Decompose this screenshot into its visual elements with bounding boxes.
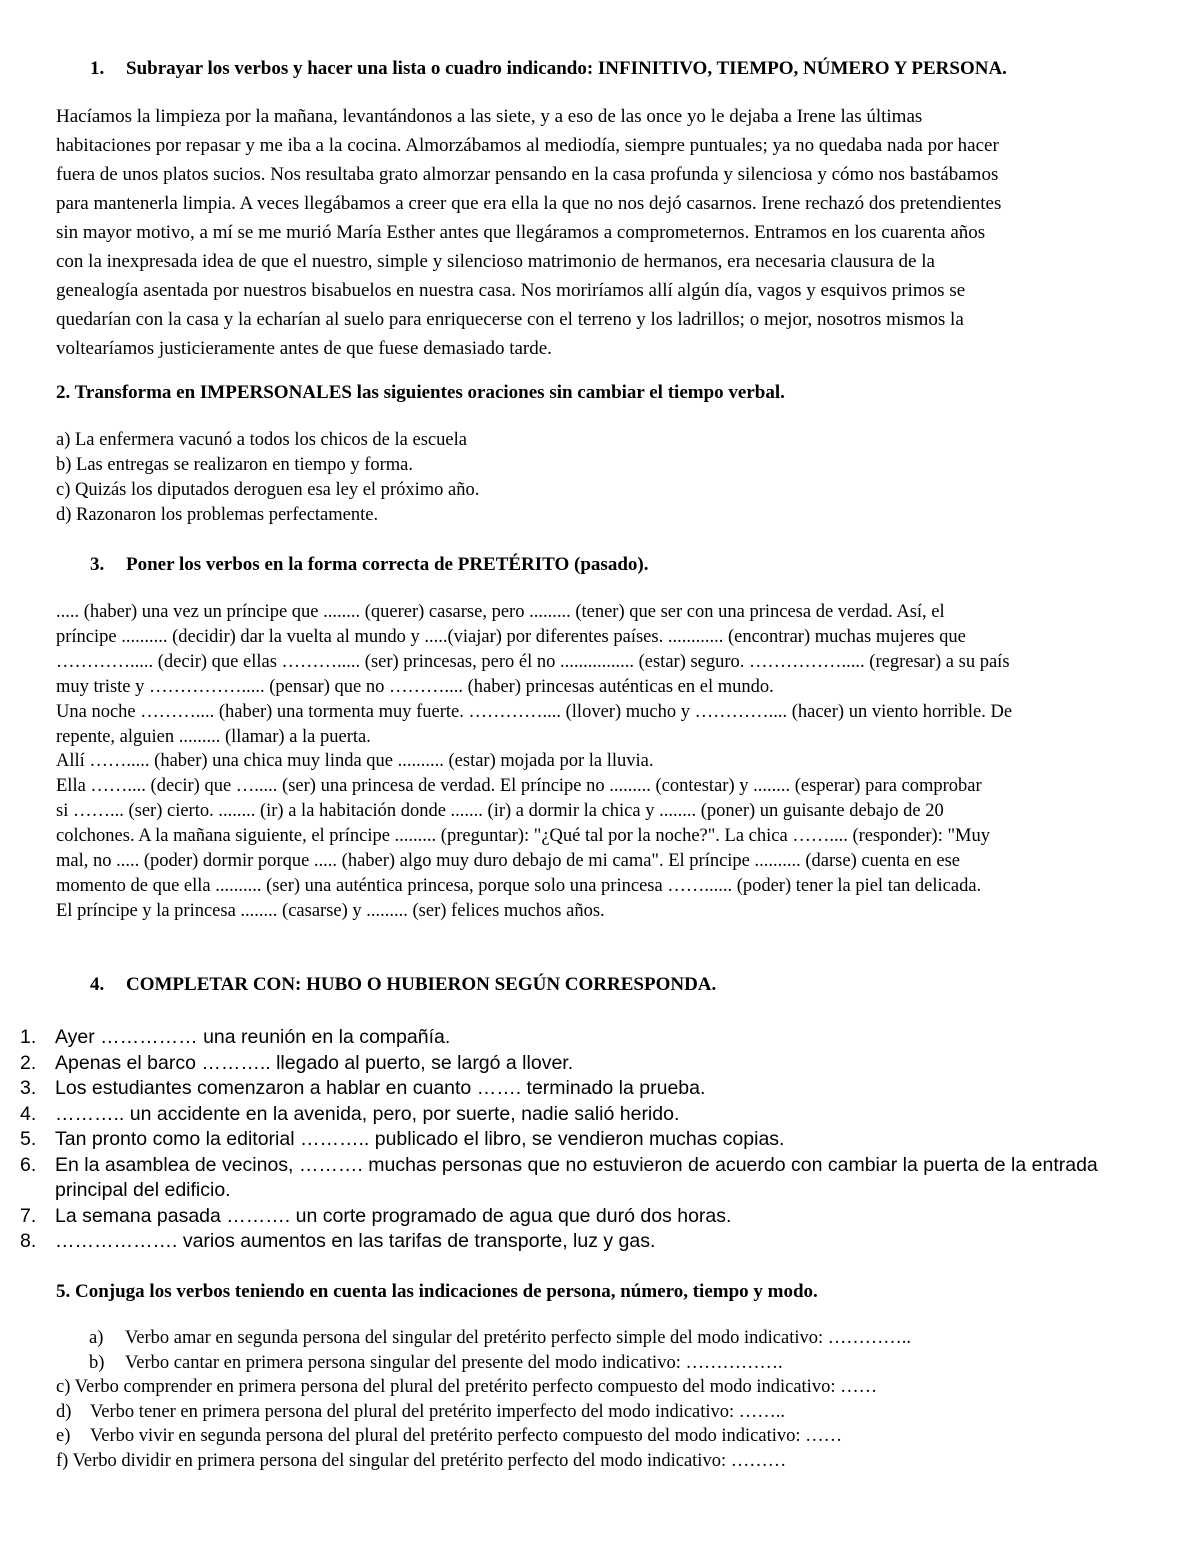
section4-number: 4. xyxy=(90,974,105,995)
list-item xyxy=(20,1102,1170,1128)
section1-paragraph xyxy=(56,102,1146,363)
paragraph-line: fuera de unos platos sucios. Nos resultaba grato almorzar pensando en la casa profunda y silenciosa y cómo nos bastábamos xyxy=(56,164,999,185)
paragraph-line: príncipe .......... (decidir) dar la vuelta al mundo y .....(viajar) por diferentes países. ............ (encontrar) muchas mujeres que xyxy=(56,626,966,647)
item-number: 8. xyxy=(20,1230,37,1252)
paragraph-line: si ……... (ser) cierto. ........ (ir) a la habitación donde ....... (ir) a dormir la chica y ........ (poner) un guisante debajo de 20 xyxy=(56,801,944,822)
list-item xyxy=(56,1449,911,1474)
item-text: Verbo comprender en primera persona del plural del pretérito perfecto compuesto del modo indicativo: …… xyxy=(74,1377,878,1397)
item-label: b) xyxy=(89,1352,105,1373)
list-item: c) Quizás los diputados deroguen esa ley el próximo año. xyxy=(56,480,480,500)
list-item xyxy=(20,1127,1170,1153)
paragraph-line: quedarían con la casa y la echarían al suelo para enriquecerse con el terreno y los ladrillos; o mejor, nosotros mismos la xyxy=(56,309,964,330)
item-text: Apenas el barco ……….. llegado al puerto, se largó a llover. xyxy=(55,1051,574,1074)
section3-paragraph xyxy=(56,600,1146,924)
item-number: 4. xyxy=(20,1102,37,1125)
paragraph-line: voltearíamos justicieramente antes de que fuese demasiado tarde. xyxy=(56,338,552,359)
section3-title: Poner los verbos en la forma correcta de PRETÉRITO (pasado). xyxy=(126,554,649,575)
list-item xyxy=(20,1229,1170,1255)
item-text: Tan pronto como la editorial ……….. publicado el libro, se vendieron muchas copias. xyxy=(55,1128,785,1150)
item-number: 2. xyxy=(20,1051,37,1074)
item-text: La semana pasada ………. un corte programado de agua que duró dos horas. xyxy=(55,1204,732,1227)
item-text: Verbo vivir en segunda persona del plural del pretérito perfecto compuesto del modo indicativo: …… xyxy=(90,1426,843,1446)
paragraph-line: con la inexpresada idea de que el nuestro, simple y silencioso matrimonio de hermanos, era necesaria clausura de la xyxy=(56,251,935,272)
section3-number: 3. xyxy=(90,554,105,575)
section4-title: COMPLETAR CON: HUBO O HUBIERON SEGÚN CORRESPONDA. xyxy=(126,974,717,995)
item-text: Verbo tener en primera persona del plural del pretérito imperfecto del modo indicativo: …….. xyxy=(90,1401,786,1422)
paragraph-line: mal, no ..... (poder) dormir porque ..... (haber) algo muy duro debajo de mi cama". El príncipe .......... (darse) cuenta en ese xyxy=(56,851,960,872)
paragraph-line: repente, alguien ......... (llamar) a la puerta. xyxy=(56,726,371,747)
item-number: 1. xyxy=(20,1026,37,1048)
paragraph-line: Allí ……..... (haber) una chica muy linda que .......... (estar) mojada por la lluvia. xyxy=(56,751,654,772)
list-item xyxy=(20,1051,1170,1077)
section4-heading xyxy=(90,974,716,996)
paragraph-line: momento de que ella .......... (ser) una auténtica princesa, porque solo una princesa ……...... (poder) tener la piel tan delicada. xyxy=(56,875,982,896)
paragraph-line: …………..... (decir) que ellas ………..... (ser) princesas, pero él no ................ (estar) seguro. ……………..... (regresar) a su país xyxy=(56,651,1010,672)
paragraph-line: Una noche ……….... (haber) una tormenta muy fuerte. ………….... (llover) mucho y ………….... (hacer) un viento horrible. De xyxy=(56,701,1013,722)
item-number: 5. xyxy=(20,1128,37,1150)
list-item: d) Razonaron los problemas perfectamente. xyxy=(56,505,379,525)
paragraph-line: El príncipe y la princesa ........ (casarse) y ......... (ser) felices muchos años. xyxy=(56,900,605,921)
item-text: ………………. varios aumentos en las tarifas de transporte, luz y gas. xyxy=(55,1230,656,1252)
item-label: e) xyxy=(56,1426,71,1446)
paragraph-line: muy triste y ……………..... (pensar) que no ……….... (haber) princesas auténticas en el mundo. xyxy=(56,676,774,697)
section2-title: 2. Transforma en IMPERSONALES las siguientes oraciones sin cambiar el tiempo verbal. xyxy=(56,382,785,403)
item-number: 7. xyxy=(20,1204,37,1227)
item-label: d) xyxy=(56,1401,72,1422)
list-item xyxy=(20,1076,1170,1102)
list-item xyxy=(56,1424,911,1449)
paragraph-line: habitaciones por repasar y me iba a la cocina. Almorzábamos al mediodía, siempre puntuales; ya no quedaba nada por hacer xyxy=(56,135,999,156)
list-item xyxy=(20,1153,1170,1204)
item-text: En la asamblea de vecinos, ………. muchas personas que no estuvieron de acuerdo con cambiar la puerta de la entrada principal del edificio. xyxy=(55,1153,1098,1201)
list-item xyxy=(56,1326,911,1351)
paragraph-line: Ella …….... (decir) que …..... (ser) una princesa de verdad. El príncipe no ......... (contestar) y ........ (esperar) para comprobar xyxy=(56,776,982,797)
list-item: a) La enfermera vacunó a todos los chicos de la escuela xyxy=(56,430,467,450)
list-item xyxy=(20,1204,1170,1230)
item-label: f) xyxy=(56,1450,69,1471)
item-label: a) xyxy=(89,1328,104,1348)
item-text: Los estudiantes comenzaron a hablar en cuanto ……. terminado la prueba. xyxy=(55,1077,706,1099)
paragraph-line: Hacíamos la limpieza por la mañana, levantándonos a las siete, y a eso de las once yo le dejaba a Irene las últimas xyxy=(56,106,923,127)
section4-list xyxy=(20,1025,1170,1255)
item-label: c) xyxy=(56,1377,71,1397)
paragraph-line: genealogía asentada por nuestros bisabuelos en nuestra casa. Nos moriríamos allí algún día, vagos y esquivos primos se xyxy=(56,280,966,301)
paragraph-line: ..... (haber) una vez un príncipe que ........ (querer) casarse, pero ......... (tener) que ser con una princesa de verdad. Así, el xyxy=(56,602,945,622)
item-text: Verbo amar en segunda persona del singular del pretérito perfecto simple del modo indicativo: ………….. xyxy=(125,1328,912,1348)
paragraph-line: colchones. A la mañana siguiente, el príncipe ......... (preguntar): "¿Qué tal por la noche?". La chica …….... (responder): "Muy xyxy=(56,826,990,847)
list-item xyxy=(56,1375,911,1400)
item-number: 6. xyxy=(20,1153,37,1176)
list-item xyxy=(56,1351,911,1376)
paragraph-line: para mantenerla limpia. A veces llegábamos a creer que era ella la que no nos dejó casarnos. Irene rechazó dos pretendientes xyxy=(56,193,1002,214)
item-text: ……….. un accidente en la avenida, pero, por suerte, nadie salió herido. xyxy=(55,1102,680,1125)
section1-number: 1. xyxy=(90,58,105,79)
paragraph-line: sin mayor motivo, a mí se me murió María Esther antes que llegáramos a comprometernos. Entramos en los cuarenta años xyxy=(56,222,986,243)
item-text: Ayer …………… una reunión en la compañía. xyxy=(55,1026,451,1048)
section1-heading xyxy=(90,58,1007,80)
list-item xyxy=(56,1400,911,1425)
section2-list xyxy=(56,428,479,528)
section5-list xyxy=(56,1326,911,1473)
section3-heading xyxy=(90,554,648,576)
section5-title: 5. Conjuga los verbos teniendo en cuenta las indicaciones de persona, número, tiempo y modo. xyxy=(56,1281,818,1302)
list-item: b) Las entregas se realizaron en tiempo y forma. xyxy=(56,455,414,475)
item-number: 3. xyxy=(20,1077,37,1099)
item-text: Verbo cantar en primera persona singular del presente del modo indicativo: ……………. xyxy=(125,1352,783,1373)
item-text: Verbo dividir en primera persona del singular del pretérito perfecto del modo indicativo: ……… xyxy=(72,1450,787,1471)
list-item xyxy=(20,1025,1170,1051)
section1-title: Subrayar los verbos y hacer una lista o cuadro indicando: INFINITIVO, TIEMPO, NÚMERO Y PERSONA. xyxy=(126,58,1007,79)
